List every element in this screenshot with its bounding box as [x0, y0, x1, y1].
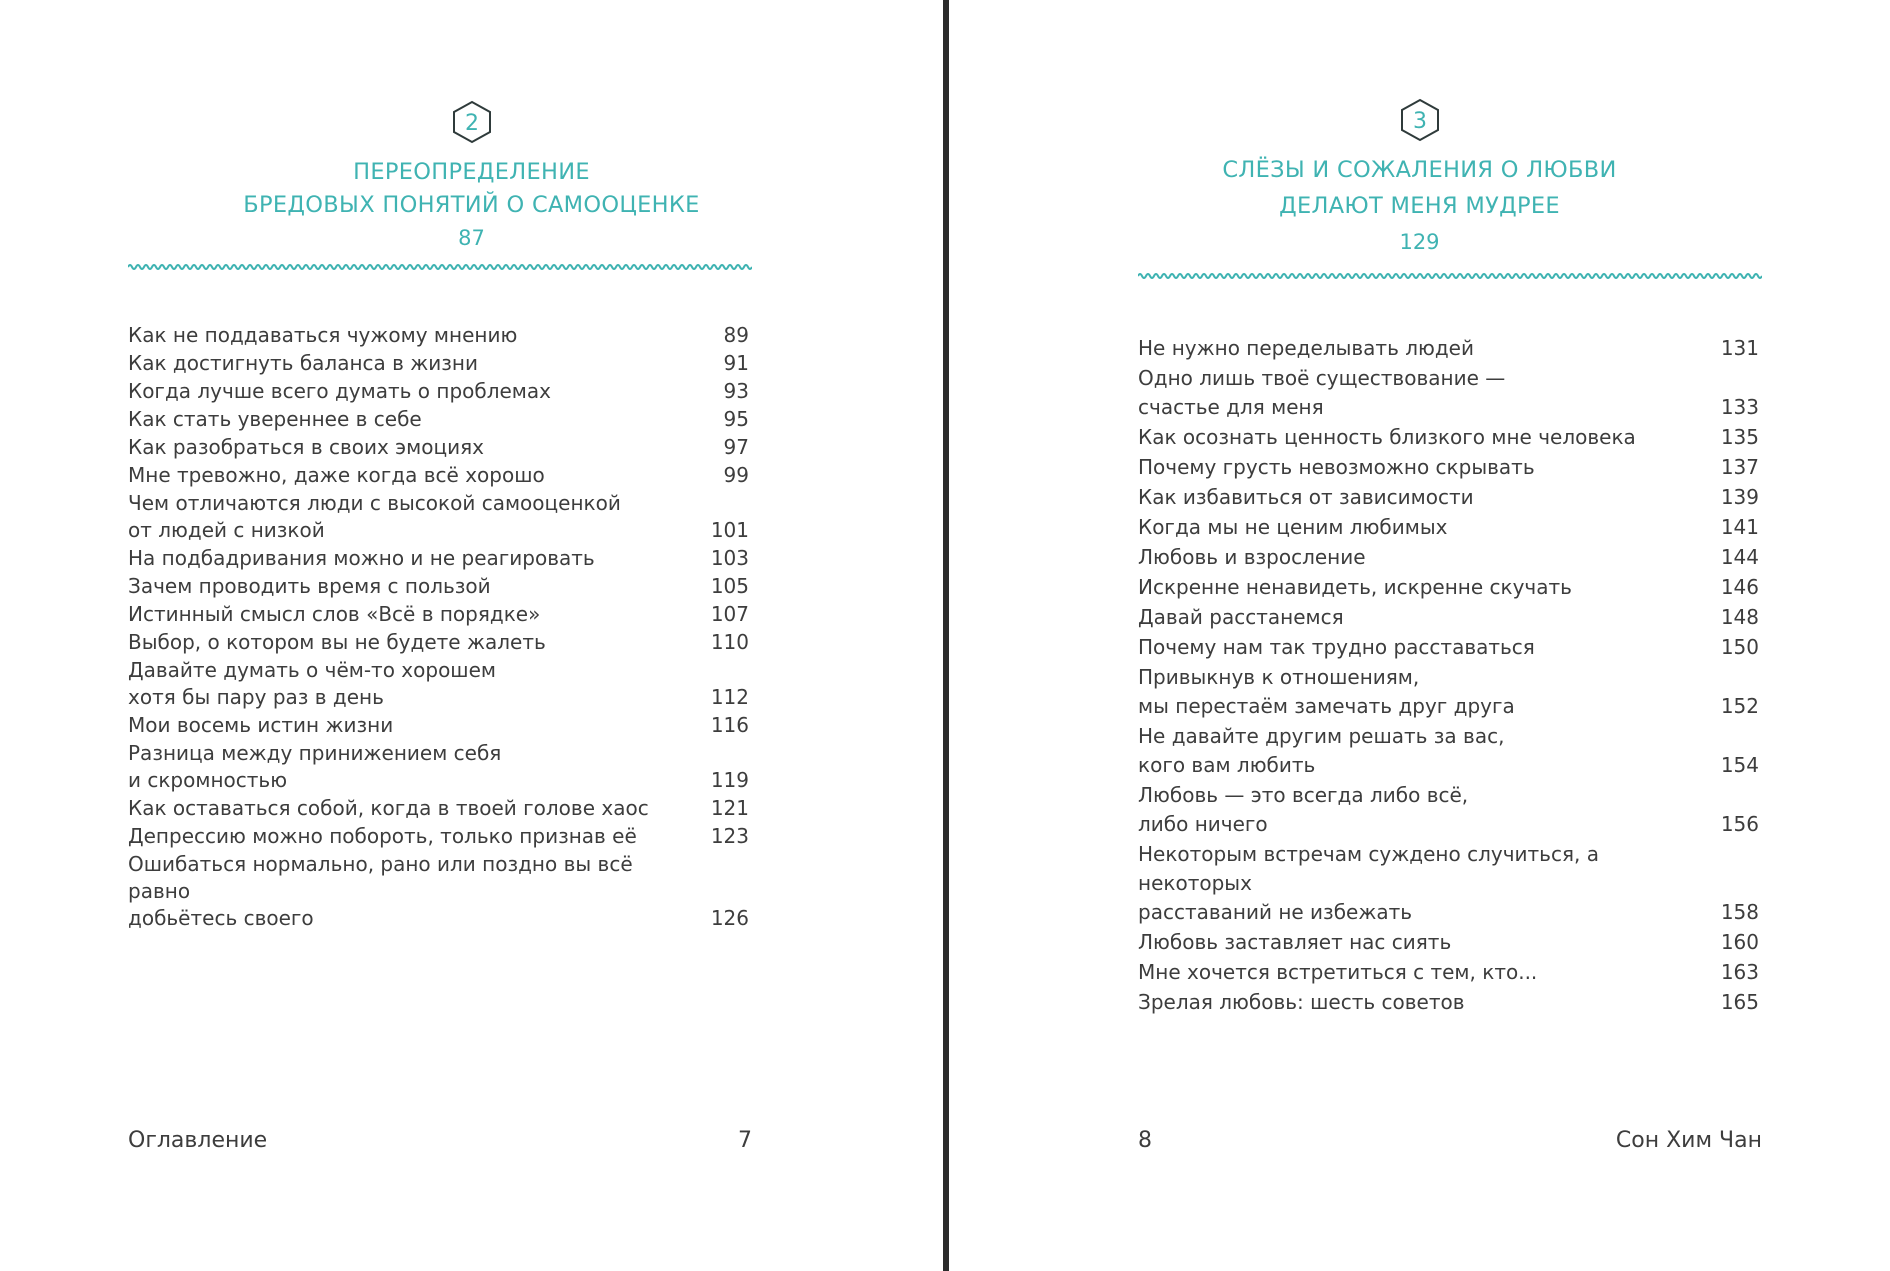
toc-entry: [128, 794, 752, 822]
toc-entry: [128, 321, 752, 349]
toc-entry: [1138, 957, 1762, 987]
toc-entry: [1138, 542, 1762, 572]
toc-entry: [1138, 721, 1762, 780]
toc-entry-title: Не нужно переделывать людей: [1138, 335, 1474, 360]
toc-entry-title: Одно лишь твоё существование — счастье для меня: [1138, 365, 1506, 419]
toc-entry: [1138, 422, 1762, 452]
left-page: [0, 0, 943, 1271]
toc-entry-page: 133: [1720, 394, 1759, 419]
footer-page-number: 7: [738, 1128, 752, 1153]
toc-entry-page: 93: [723, 378, 749, 403]
toc-entry-page: 123: [710, 823, 749, 848]
toc-entry-title: Любовь заставляет нас сиять: [1138, 929, 1452, 954]
footer-author-name: Сон Хим Чан: [1615, 1128, 1762, 1153]
toc-entry-title: Искренне ненавидеть, искренне скучать: [1138, 574, 1572, 599]
toc-entry: [128, 822, 752, 850]
toc-entry-page: 99: [723, 462, 749, 487]
toc-entry: [128, 349, 752, 377]
toc-entry-title: Мои восемь истин жизни: [128, 712, 394, 737]
toc-entry-title: Любовь и взросление: [1138, 544, 1366, 569]
toc-entry-title: Давайте думать о чём-то хорошем хотя бы пару раз в день: [128, 657, 496, 709]
toc-entry-page: 148: [1720, 604, 1759, 629]
chapter-page-number: 87: [458, 226, 485, 250]
toc-entry-title: Некоторым встречам суждено случиться, а некоторых расставаний не избежать: [1138, 841, 1599, 924]
toc-entry-page: 107: [710, 601, 749, 626]
toc-entry: [1138, 780, 1762, 839]
toc-entry: [128, 461, 752, 489]
toc-entry-page: 150: [1720, 634, 1759, 659]
toc-entry: [128, 377, 752, 405]
toc-entry: [128, 711, 752, 739]
toc-entry-title: Как оставаться собой, когда в твоей голове хаос: [128, 795, 649, 820]
toc-entry-page: 95: [723, 406, 749, 431]
toc-entry-page: 158: [1720, 899, 1759, 924]
toc-entry-title: Чем отличаются люди с высокой самооценкой от людей с низкой: [128, 490, 621, 542]
toc-entry-page: 101: [710, 517, 749, 542]
toc-entry: [1138, 602, 1762, 632]
toc-entry: [1138, 452, 1762, 482]
toc-entry-title: Давай расстанемся: [1138, 604, 1344, 629]
toc-entry: [1138, 363, 1762, 422]
hexagon-chapter-icon: [451, 100, 493, 144]
toc-entry: [128, 544, 752, 572]
toc-entry-title: Мне хочется встретиться с тем, кто...: [1138, 959, 1538, 984]
toc-entry-title: Как осознать ценность близкого мне человека: [1138, 424, 1636, 449]
toc-entry: [1138, 572, 1762, 602]
toc-entry: [128, 489, 752, 544]
toc-entry-title: Привыкнув к отношениям, мы перестаём замечать друг друга: [1138, 664, 1515, 718]
toc-entry-title: Выбор, о котором вы не будете жалеть: [128, 629, 546, 654]
toc-entry-page: 135: [1720, 424, 1759, 449]
toc-entry-page: 144: [1720, 544, 1759, 569]
right-page: [949, 0, 1890, 1271]
toc-entry-title: Любовь — это всегда либо всё, либо ничего: [1138, 782, 1469, 836]
toc-entry-page: 89: [723, 322, 749, 347]
toc-entry-page: 131: [1720, 335, 1759, 360]
toc-entry-page: 91: [723, 350, 749, 375]
chapter-header: [0, 100, 943, 255]
toc-entry: [1138, 512, 1762, 542]
toc-entry-page: 141: [1720, 514, 1759, 539]
toc-entry-title: Как разобраться в своих эмоциях: [128, 434, 484, 459]
toc-entry-title: Зрелая любовь: шесть советов: [1138, 989, 1465, 1014]
toc-entry: [1138, 482, 1762, 512]
toc-entry: [128, 572, 752, 600]
toc-entry-page: 97: [723, 434, 749, 459]
toc-entry-title: Как не поддаваться чужому мнению: [128, 322, 518, 347]
toc-entry-title: Почему грусть невозможно скрывать: [1138, 454, 1535, 479]
toc-entry-title: Когда мы не ценим любимых: [1138, 514, 1448, 539]
toc-entry-page: 103: [710, 545, 749, 570]
chapter-header: [949, 98, 1890, 260]
toc-entry-title: Когда лучше всего думать о проблемах: [128, 378, 551, 403]
chapter-title-line: СЛЁЗЫ И СОЖАЛЕНИЯ О ЛЮБВИ: [1222, 157, 1617, 183]
toc-entry: [1138, 839, 1762, 927]
chapter-title-line: БРЕДОВЫХ ПОНЯТИЙ О САМООЦЕНКЕ: [243, 192, 700, 218]
hexagon-chapter-icon: [1399, 98, 1441, 142]
toc-entry: [128, 656, 752, 711]
toc-entry-title: Не давайте другим решать за вас, кого вам любить: [1138, 723, 1505, 777]
toc-entry-title: Истинный смысл слов «Всё в порядке»: [128, 601, 541, 626]
chapter-page-number: 129: [1399, 230, 1440, 254]
toc-entry-page: 116: [710, 712, 749, 737]
toc-entry: [128, 433, 752, 461]
toc-entry-title: Разница между принижением себя и скромностью: [128, 740, 502, 792]
toc-entry-page: 126: [710, 905, 749, 930]
chapter-title-line: ПЕРЕОПРЕДЕЛЕНИЕ: [353, 159, 590, 185]
toc-entry-page: 154: [1720, 752, 1759, 777]
toc-entry: [128, 739, 752, 794]
toc-entry-page: 139: [1720, 484, 1759, 509]
toc-entry-page: 165: [1720, 989, 1759, 1014]
chapter-title: [0, 156, 943, 222]
toc-entry-page: 105: [710, 573, 749, 598]
chapter-title-line: ДЕЛАЮТ МЕНЯ МУДРЕЕ: [1279, 193, 1560, 219]
toc-entry-page: 119: [710, 767, 749, 792]
toc-entry-title: Мне тревожно, даже когда всё хорошо: [128, 462, 545, 487]
toc-entry-title: Почему нам так трудно расставаться: [1138, 634, 1535, 659]
toc-entry-page: 121: [710, 795, 749, 820]
toc-entry-title: Зачем проводить время с пользой: [128, 573, 491, 598]
toc-entry: [128, 850, 752, 932]
toc-entry-page: 137: [1720, 454, 1759, 479]
toc-entry: [1138, 987, 1762, 1017]
toc-entry: [128, 405, 752, 433]
footer-page-number: 8: [1138, 1128, 1152, 1153]
toc-entry-page: 146: [1720, 574, 1759, 599]
chapter-title: [949, 152, 1890, 224]
toc-entry-title: На подбадривания можно и не реагировать: [128, 545, 595, 570]
toc-entry: [128, 600, 752, 628]
toc-entry-page: 110: [710, 629, 749, 654]
toc-entry: [128, 628, 752, 656]
table-of-contents: [128, 321, 752, 932]
toc-entry-title: Ошибаться нормально, рано или поздно вы всё равно добьётесь своего: [128, 851, 633, 930]
toc-entry-title: Депрессию можно побороть, только признав её: [128, 823, 637, 848]
wave-divider: [1138, 270, 1762, 282]
toc-entry-title: Как достигнуть баланса в жизни: [128, 350, 478, 375]
toc-entry: [1138, 333, 1762, 363]
toc-entry-page: 112: [710, 684, 749, 709]
chapter-number: 2: [464, 111, 479, 136]
toc-entry: [1138, 632, 1762, 662]
toc-entry: [1138, 927, 1762, 957]
footer-section-label: Оглавление: [128, 1128, 268, 1153]
table-of-contents: [1138, 333, 1762, 1017]
toc-entry-page: 163: [1720, 959, 1759, 984]
toc-entry-title: Как стать увереннее в себе: [128, 406, 422, 431]
wave-divider: [128, 261, 752, 273]
chapter-number: 3: [1412, 109, 1427, 134]
toc-entry-page: 160: [1720, 929, 1759, 954]
toc-entry-title: Как избавиться от зависимости: [1138, 484, 1474, 509]
toc-entry-page: 156: [1720, 811, 1759, 836]
toc-entry-page: 152: [1720, 693, 1759, 718]
toc-entry: [1138, 662, 1762, 721]
